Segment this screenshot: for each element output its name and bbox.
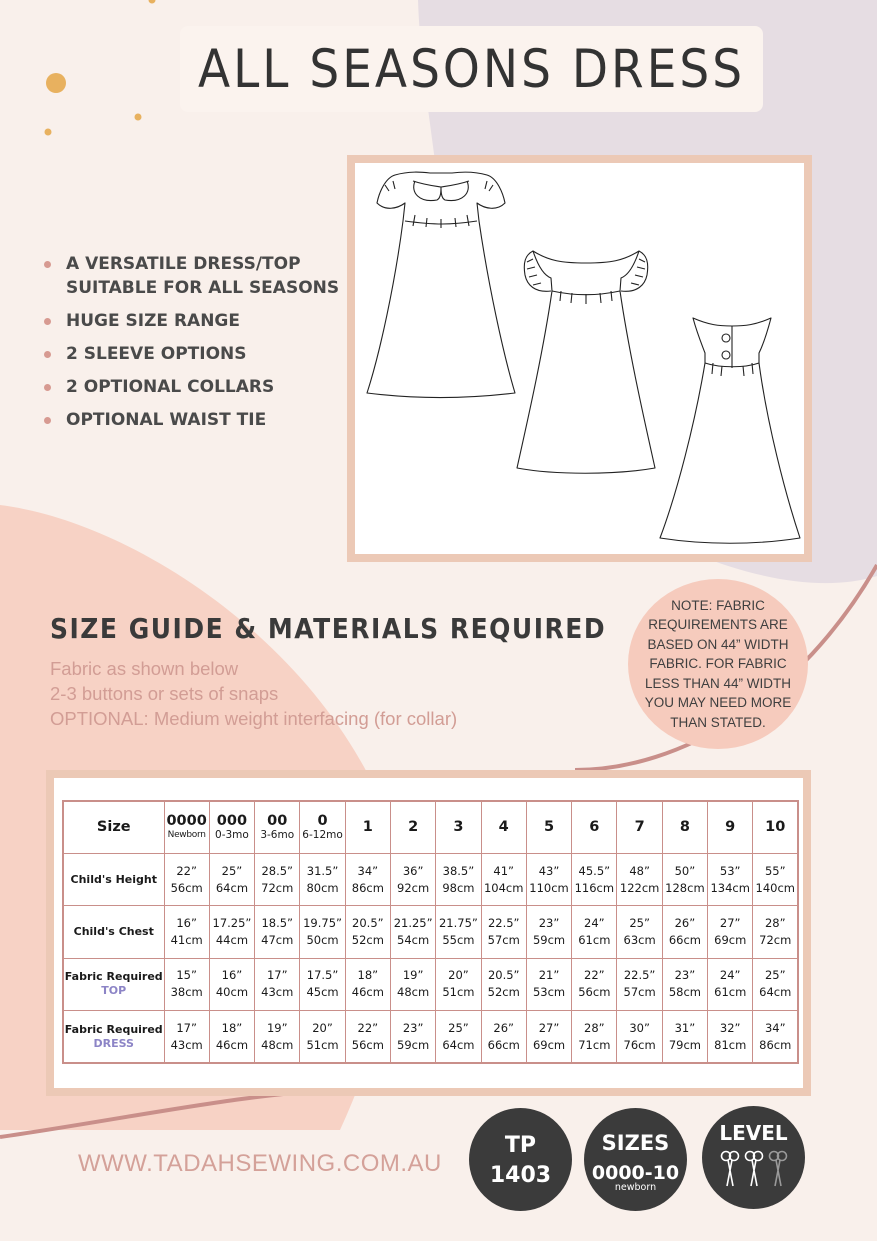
cell-inches: 18”: [221, 1020, 243, 1035]
cell-cm: 104cm: [483, 880, 524, 895]
cell-cm: 58cm: [668, 985, 701, 1000]
cell-inches: 18”: [357, 968, 379, 983]
size-value: 000: [216, 812, 248, 829]
cell-cm: 61cm: [578, 932, 611, 947]
cell-cm: 38cm: [170, 985, 203, 1000]
cell-cm: 40cm: [215, 985, 249, 1000]
table-cell: [300, 853, 345, 905]
feature-list: [44, 252, 344, 441]
size-value: 1: [362, 819, 373, 836]
cell-inches: 26”: [493, 1020, 515, 1035]
cell-cm: 122cm: [619, 880, 660, 895]
title-banner: [180, 26, 763, 112]
size-age-label: Newborn: [167, 829, 206, 840]
cell-cm: 45cm: [306, 985, 339, 1000]
table-cell: [255, 906, 300, 958]
cell-inches: 20.5”: [487, 968, 520, 983]
fabric-note-circle: [628, 579, 808, 749]
size-header-cell: [526, 801, 571, 853]
table-cell: [617, 958, 662, 1010]
cell-inches: 19”: [402, 968, 424, 983]
table-cell: [753, 853, 798, 905]
cell-inches: 20.5”: [352, 915, 384, 930]
table-cell: [481, 958, 526, 1010]
table-cell: [753, 1011, 798, 1063]
size-value: 0000: [166, 812, 207, 829]
illustration-frame: [347, 155, 812, 562]
size-age-label: 0-3mo: [215, 828, 249, 841]
cell-inches: 17”: [176, 1020, 197, 1035]
size-header-cell: [753, 801, 798, 853]
size-value: 6: [589, 819, 600, 836]
cell-cm: 72cm: [759, 932, 792, 947]
cell-inches: 55”: [764, 863, 786, 878]
cell-cm: 52cm: [351, 932, 384, 947]
cell-cm: 59cm: [532, 932, 566, 947]
cell-cm: 61cm: [714, 985, 747, 1000]
row-label: [63, 958, 164, 1010]
level-scissors-icons: [718, 1150, 790, 1190]
table-cell: [436, 853, 481, 905]
cell-inches: 25”: [448, 1020, 469, 1035]
table-cell: [390, 906, 435, 958]
size-value: 4: [498, 819, 509, 836]
cell-cm: 140cm: [755, 880, 795, 895]
size-table-frame: [46, 770, 811, 1096]
website-link[interactable]: WWW.TADAHSEWING.COM.AU: [78, 1150, 442, 1177]
badge-level-label: LEVEL: [719, 1121, 788, 1145]
size-guide-heading: SIZE GUIDE & MATERIALS REQUIRED: [50, 612, 607, 645]
cell-cm: 56cm: [578, 985, 611, 1000]
table-cell: [617, 853, 662, 905]
cell-inches: 15”: [176, 968, 197, 983]
table-cell: [572, 1011, 617, 1063]
cell-cm: 63cm: [623, 932, 656, 947]
size-table-row: [63, 958, 798, 1010]
cell-cm: 116cm: [574, 880, 615, 895]
badge-tp-line1: TP: [504, 1133, 537, 1158]
table-cell: [345, 1011, 390, 1063]
cell-cm: 55cm: [442, 932, 475, 947]
dress-front-collar-drawing: [367, 172, 515, 397]
cell-cm: 48cm: [397, 985, 430, 1000]
cell-cm: 51cm: [306, 1037, 339, 1052]
cell-inches: 27”: [538, 1020, 560, 1035]
row-label-text: Fabric Required: [64, 1022, 163, 1036]
size-table: [62, 800, 799, 1064]
cell-inches: 20”: [448, 968, 469, 983]
cell-inches: 17.25”: [212, 915, 252, 930]
table-cell: [209, 906, 254, 958]
size-value: 9: [725, 819, 736, 836]
table-cell: [255, 958, 300, 1010]
table-cell: [526, 1011, 571, 1063]
materials-item: Fabric as shown below: [50, 658, 239, 679]
dress-back-drawing: [660, 318, 800, 543]
cell-inches: 23”: [538, 915, 560, 930]
cell-cm: 47cm: [261, 932, 294, 947]
table-cell: [209, 1011, 254, 1063]
cell-inches: 18.5”: [261, 915, 294, 930]
cell-inches: 20”: [312, 1020, 333, 1035]
cell-inches: 19”: [266, 1020, 288, 1035]
table-cell: [481, 906, 526, 958]
dress-line-drawings: [355, 163, 804, 554]
row-label: [63, 853, 164, 905]
row-label: [63, 1011, 164, 1063]
cell-cm: 44cm: [215, 932, 249, 947]
size-value: 00: [267, 812, 288, 829]
table-cell: [436, 1011, 481, 1063]
size-header-cell: [390, 801, 435, 853]
cell-inches: 25”: [629, 915, 650, 930]
cell-inches: 22”: [357, 1020, 379, 1035]
table-cell: [753, 958, 798, 1010]
table-cell: [617, 1011, 662, 1063]
cell-cm: 80cm: [306, 880, 339, 895]
cell-inches: 28”: [764, 915, 786, 930]
table-cell: [390, 958, 435, 1010]
size-header-cell: [300, 801, 345, 853]
level-badge: [702, 1106, 805, 1209]
table-cell: [708, 958, 753, 1010]
table-cell: [255, 1011, 300, 1063]
cell-inches: 16”: [221, 968, 243, 983]
materials-item: 2-3 buttons or sets of snaps: [50, 683, 279, 704]
cell-cm: 54cm: [397, 932, 430, 947]
cell-inches: 21.75”: [438, 915, 478, 930]
cell-inches: 22.5”: [623, 968, 656, 983]
table-cell: [164, 958, 209, 1010]
cell-cm: 86cm: [759, 1037, 792, 1052]
cell-cm: 72cm: [261, 880, 294, 895]
cell-inches: 25”: [764, 968, 786, 983]
cell-cm: 92cm: [397, 880, 430, 895]
fabric-note-text: NOTE: FABRIC REQUIREMENTS ARE BASED ON 44” WIDTH FABRIC. FOR FABRIC LESS THAN 44” WIDTH YOU MAY NEED MORE THAN STATED.: [644, 597, 792, 730]
cell-inches: 22”: [176, 863, 197, 878]
scissors-icon: [745, 1152, 762, 1187]
size-age-label: 6-12mo: [302, 828, 343, 841]
table-cell: [209, 853, 254, 905]
cell-cm: 66cm: [487, 1037, 520, 1052]
decor-dot: [149, 0, 156, 4]
cell-inches: 32”: [719, 1020, 741, 1035]
table-cell: [345, 906, 390, 958]
cell-cm: 76cm: [623, 1037, 656, 1052]
cell-inches: 50”: [674, 863, 696, 878]
cell-inches: 30”: [629, 1020, 650, 1035]
badge-sizes-line3: newborn: [614, 1182, 657, 1193]
size-header-cell: [481, 801, 526, 853]
materials-item: OPTIONAL: Medium weight interfacing (for collar): [50, 708, 458, 729]
decor-dot: [45, 129, 52, 136]
size-age-label: 3-6mo: [260, 828, 295, 841]
badge-sizes-line2: 0000-10: [591, 1162, 680, 1184]
size-table-row: [63, 1011, 798, 1063]
cell-cm: 134cm: [710, 880, 750, 895]
table-cell: [526, 906, 571, 958]
cell-inches: 28.5”: [261, 863, 294, 878]
size-table-header-row: [63, 801, 798, 853]
cell-cm: 64cm: [215, 880, 249, 895]
size-table-row: [63, 853, 798, 905]
cell-cm: 71cm: [578, 1037, 611, 1052]
cell-inches: 48”: [629, 863, 650, 878]
size-value: 10: [765, 819, 786, 836]
cell-inches: 31”: [674, 1020, 696, 1035]
table-cell: [300, 1011, 345, 1063]
cell-inches: 24”: [719, 968, 741, 983]
cell-inches: 41”: [493, 863, 515, 878]
table-cell: [255, 853, 300, 905]
row-label-text: Child's Height: [70, 872, 157, 886]
table-cell: [662, 958, 707, 1010]
cell-cm: 64cm: [759, 985, 792, 1000]
table-cell: [708, 1011, 753, 1063]
table-cell: [436, 906, 481, 958]
table-cell: [753, 906, 798, 958]
cell-cm: 66cm: [668, 932, 701, 947]
cell-inches: 36”: [402, 863, 424, 878]
cell-cm: 43cm: [170, 1037, 203, 1052]
cell-inches: 23”: [402, 1020, 424, 1035]
scissors-icon: [721, 1152, 738, 1187]
table-cell: [164, 1011, 209, 1063]
size-value: 7: [634, 819, 645, 836]
size-header-cell: [662, 801, 707, 853]
size-header-cell: [436, 801, 481, 853]
cell-inches: 24”: [584, 915, 605, 930]
cell-cm: 56cm: [351, 1037, 384, 1052]
table-cell: [164, 853, 209, 905]
cell-cm: 110cm: [529, 880, 569, 895]
size-header-cell: [255, 801, 300, 853]
scissors-icon: [769, 1152, 786, 1187]
table-cell: [572, 958, 617, 1010]
badge-sizes-line1: SIZES: [601, 1131, 670, 1155]
feature-item: HUGE SIZE RANGE: [44, 309, 344, 333]
size-value: 2: [408, 819, 419, 836]
size-header-cell: [164, 801, 209, 853]
cell-inches: 16”: [176, 915, 197, 930]
cell-cm: 52cm: [487, 985, 520, 1000]
cell-cm: 86cm: [351, 880, 384, 895]
cell-cm: 51cm: [442, 985, 475, 1000]
cell-cm: 48cm: [261, 1037, 294, 1052]
size-header-cell: [209, 801, 254, 853]
cell-cm: 50cm: [306, 932, 339, 947]
sizes-badge: [584, 1108, 687, 1211]
cell-cm: 98cm: [442, 880, 475, 895]
table-cell: [481, 1011, 526, 1063]
cell-inches: 21”: [538, 968, 560, 983]
dress-front-flutter-drawing: [517, 251, 655, 473]
cell-inches: 45.5”: [578, 863, 611, 878]
table-cell: [209, 958, 254, 1010]
cell-inches: 17.5”: [306, 968, 339, 983]
cell-cm: 59cm: [397, 1037, 430, 1052]
size-header-cell: [708, 801, 753, 853]
size-table-row: [63, 906, 798, 958]
size-header-cell: [617, 801, 662, 853]
cell-cm: 56cm: [170, 880, 203, 895]
table-cell: [662, 853, 707, 905]
cell-cm: 41cm: [170, 932, 203, 947]
cell-cm: 81cm: [714, 1037, 747, 1052]
table-cell: [390, 1011, 435, 1063]
table-cell: [345, 958, 390, 1010]
cell-inches: 23”: [674, 968, 696, 983]
cell-inches: 22”: [584, 968, 605, 983]
cell-inches: 19.75”: [303, 915, 342, 930]
page-title: ALL SEASONS DRESS: [197, 38, 746, 100]
size-value: 3: [453, 819, 464, 836]
feature-item: 2 SLEEVE OPTIONS: [44, 342, 344, 366]
cell-cm: 57cm: [487, 932, 520, 947]
table-cell: [300, 958, 345, 1010]
size-value: 5: [543, 819, 555, 836]
illustration-panel: [355, 163, 804, 554]
feature-item: 2 OPTIONAL COLLARS: [44, 375, 344, 399]
cell-inches: 53”: [719, 863, 741, 878]
cell-cm: 53cm: [532, 985, 566, 1000]
cell-inches: 25”: [221, 863, 243, 878]
table-cell: [662, 906, 707, 958]
table-cell: [572, 906, 617, 958]
size-column-label: Size: [63, 801, 164, 853]
size-value: 8: [679, 819, 690, 836]
size-header-cell: [572, 801, 617, 853]
row-label-sub: DRESS: [93, 1036, 134, 1050]
pattern-number-badge: [469, 1108, 572, 1211]
cell-cm: 43cm: [261, 985, 294, 1000]
table-cell: [708, 853, 753, 905]
table-cell: [345, 853, 390, 905]
cell-cm: 69cm: [532, 1037, 566, 1052]
cell-inches: 31.5”: [306, 863, 339, 878]
cell-inches: 28”: [584, 1020, 605, 1035]
feature-item: OPTIONAL WAIST TIE: [44, 408, 344, 432]
row-label-text: Child's Chest: [73, 924, 154, 938]
table-cell: [708, 906, 753, 958]
cell-cm: 128cm: [665, 880, 705, 895]
table-cell: [526, 958, 571, 1010]
row-label-sub: TOP: [101, 984, 127, 998]
table-cell: [572, 853, 617, 905]
cell-cm: 69cm: [714, 932, 747, 947]
cell-cm: 46cm: [215, 1037, 249, 1052]
table-cell: [617, 906, 662, 958]
materials-list: [50, 656, 457, 731]
table-cell: [300, 906, 345, 958]
cell-cm: 64cm: [442, 1037, 475, 1052]
table-cell: [481, 853, 526, 905]
table-cell: [436, 958, 481, 1010]
table-cell: [164, 906, 209, 958]
cell-inches: 27”: [719, 915, 741, 930]
size-header-cell: [345, 801, 390, 853]
row-label-text: Fabric Required: [64, 970, 163, 984]
decor-dot: [135, 114, 142, 121]
table-cell: [526, 853, 571, 905]
cell-inches: 22.5”: [487, 915, 520, 930]
cell-inches: 34”: [764, 1020, 786, 1035]
size-table-panel: [54, 778, 803, 1088]
size-value: 0: [317, 812, 328, 829]
table-cell: [662, 1011, 707, 1063]
decor-dot: [46, 73, 66, 93]
cell-cm: 46cm: [351, 985, 384, 1000]
table-cell: [390, 853, 435, 905]
badge-tp-line2: 1403: [489, 1163, 552, 1188]
cell-inches: 43”: [538, 863, 560, 878]
cell-inches: 38.5”: [442, 863, 475, 878]
cell-inches: 26”: [674, 915, 696, 930]
cell-inches: 17”: [266, 968, 288, 983]
cell-cm: 79cm: [668, 1037, 701, 1052]
feature-item: A VERSATILE DRESS/TOP SUITABLE FOR ALL SEASONS: [44, 252, 344, 300]
cell-inches: 21.25”: [393, 915, 433, 930]
cell-cm: 57cm: [623, 985, 656, 1000]
row-label: [63, 906, 164, 958]
cell-inches: 34”: [357, 863, 379, 878]
